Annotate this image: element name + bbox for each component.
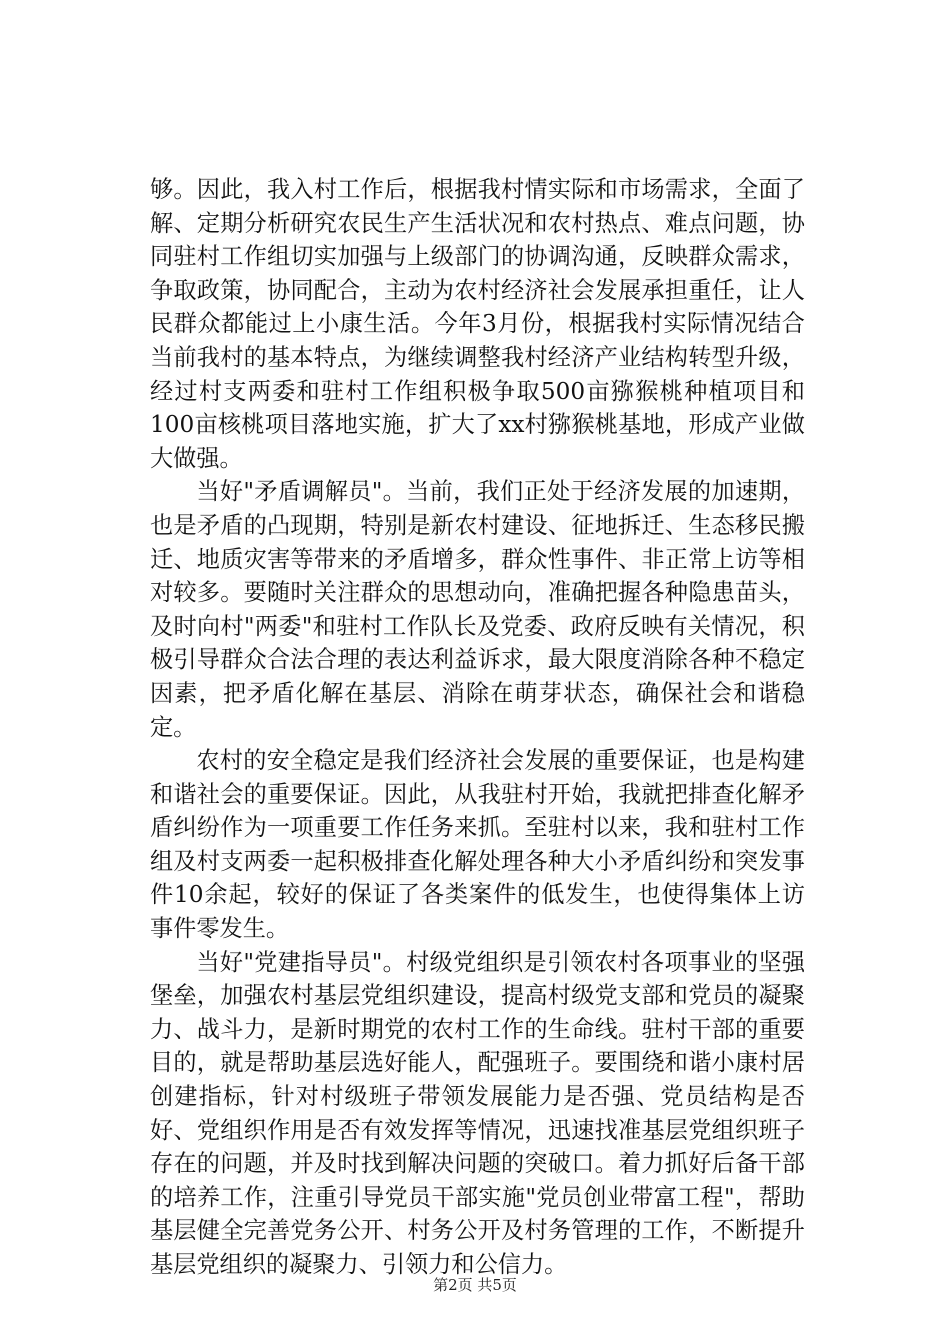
paragraph-party-building: 当好"党建指导员"。村级党组织是引领农村各项事业的坚强堡垒，加强农村基层党组织建设，提高村级党支部和党员的凝聚力、战斗力，是新时期党的农村工作的生命线。驻村干部的重要目的，就是帮助基层选好能人，配强班子。要围绕和谐小康村居创建指标，针对村级班子带领发展能力是否强、党员结构是否好、党组织作用是否有效发挥等情况，迅速找准基层党组织班子存在的问题，并及时找到解决问题的突破口。着力抓好后备干部的培养工作，注重引导党员干部实施"党员创业带富工程"，帮助基层健全完善党务公开、村务公开及村务管理的工作，不断提升基层党组织的凝聚力、引领力和公信力。 xyxy=(150,948,805,1278)
page-number-footer: 第2页 共5页 xyxy=(433,1276,517,1294)
paragraph-stability: 农村的安全稳定是我们经济社会发展的重要保证，也是构建和谐社会的重要保证。因此，从我驻村开始，我就把排查化解矛盾纠纷作为一项重要工作任务来抓。至驻村以来，我和驻村工作组及村支两委一起积极排查化解处理各种大小矛盾纠纷和突发事件10余起，较好的保证了各类案件的低发生，也使得集体上访事件零发生。 xyxy=(150,747,805,943)
document-body xyxy=(150,173,805,1282)
paragraph-mediator: 当好"矛盾调解员"。当前，我们正处于经济发展的加速期，也是矛盾的凸现期，特别是新农村建设、征地拆迁、生态移民搬迁、地质灾害等带来的矛盾增多，群众性事件、非正常上访等相对较多。要随时关注群众的思想动向，准确把握各种隐患苗头，及时向村"两委"和驻村工作队长及党委、政府反映有关情况，积极引导群众合法合理的表达利益诉求，最大限度消除各种不稳定因素，把矛盾化解在基层、消除在萌芽状态，确保社会和谐稳定。 xyxy=(150,478,805,741)
paragraph-continuation: 够。因此，我入村工作后，根据我村情实际和市场需求，全面了解、定期分析研究农民生产生活状况和农村热点、难点问题，协同驻村工作组切实加强与上级部门的协调沟通，反映群众需求，争取政策，协同配合，主动为农村经济社会发展承担重任，让人民群众都能过上小康生活。今年3月份，根据我村实际情况结合当前我村的基本特点，为继续调整我村经济产业结构转型升级，经过村支两委和驻村工作组积极争取500亩猕猴桃种植项目和100亩核桃项目落地实施，扩大了xx村猕猴桃基地，形成产业做大做强。 xyxy=(150,176,805,472)
